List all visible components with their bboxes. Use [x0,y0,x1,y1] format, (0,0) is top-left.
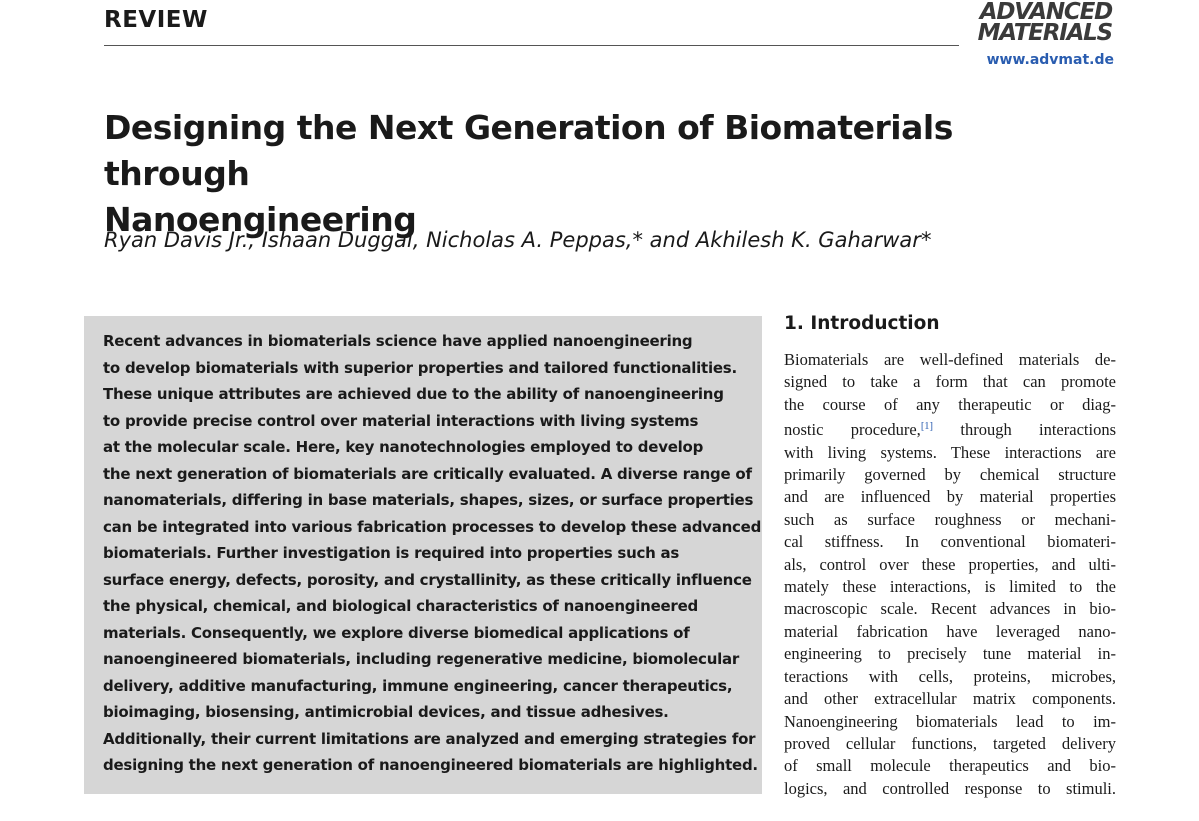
article-title [104,105,1104,243]
intro-line: proved cellular functions, targeted delivery [784,733,1116,753]
section-label: REVIEW [104,7,208,33]
section-heading-introduction: 1. Introduction [784,313,940,334]
intro-line: with living systems. These interactions are [784,442,1116,462]
logo-line-materials: MATERIALS [977,20,1112,46]
abstract-line: to provide precise control over material interactions with living systems [103,411,699,430]
citation-link[interactable]: [1] [920,421,934,433]
logo-line-advanced: ADVANCED [979,0,1112,25]
abstract-line: Additionally, their current limitations are analyzed and emerging strategies for [103,729,756,748]
header-rule [104,45,959,46]
intro-text-before-citation: nostic procedure, [784,420,921,440]
abstract-box [84,316,762,794]
intro-text-after-citation: through interactions [933,420,1116,440]
abstract-line: nanomaterials, differing in base materials, shapes, sizes, or surface properties [103,491,754,509]
intro-line: macroscopic scale. Recent advances in bio- [784,599,1116,619]
abstract-line: the physical, chemical, and biological characteristics of nanoengineered [103,597,698,615]
intro-line: and other extracellular matrix components. [784,689,1116,709]
intro-line [784,416,1116,441]
title-line-2: Nanoengineering [104,200,417,239]
intro-line: engineering to precisely tune material in- [784,644,1116,664]
abstract-line: Recent advances in biomaterials science have applied nanoengineering [103,332,693,350]
title-line-1: Designing the Next Generation of Biomaterials through [104,108,953,193]
intro-line: of small molecule therapeutics and bio- [784,756,1116,776]
abstract-line: at the molecular scale. Here, key nanotechnologies employed to develop [103,438,704,456]
abstract-line: biomaterials. Further investigation is required into properties such as [103,544,680,562]
introduction-body [784,349,1116,800]
intro-line: the course of any therapeutic or diag- [784,394,1116,414]
abstract-line: delivery, additive manufacturing, immune engineering, cancer therapeutics, [103,676,733,695]
journal-url-link[interactable]: www.advmat.de [986,52,1114,68]
intro-line: signed to take a form that can promote [784,372,1116,392]
intro-line: Biomaterials are well-defined materials de- [784,350,1116,369]
abstract-line: bioimaging, biosensing, antimicrobial devices, and tissue adhesives. [103,703,669,721]
abstract-line: the next generation of biomaterials are critically evaluated. A diverse range of [103,464,752,483]
abstract-line: designing the next generation of nanoengineered biomaterials are highlighted. [103,756,758,774]
abstract-line: nanoengineered biomaterials, including regenerative medicine, biomolecular [103,650,740,668]
intro-line: such as surface roughness or mechani- [784,509,1116,529]
intro-line: Nanoengineering biomaterials lead to im- [784,711,1116,731]
journal-logo[interactable] [978,2,1112,44]
intro-line: logics, and controlled response to stimuli. [784,778,1116,798]
author-list: Ryan Davis Jr., Ishaan Duggal, Nicholas A. Peppas,* and Akhilesh K. Gaharwar* [104,228,932,252]
intro-line: material fabrication have leveraged nano- [784,621,1116,641]
intro-line: teractions with cells, proteins, microbes, [784,666,1116,686]
intro-line: mately these interactions, is limited to the [784,577,1116,597]
abstract-line: These unique attributes are achieved due to the ability of nanoengineering [103,385,724,403]
abstract-line: to develop biomaterials with superior properties and tailored functionalities. [103,358,737,377]
abstract-line: can be integrated into various fabrication processes to develop these advanced [103,517,762,536]
intro-line: primarily governed by chemical structure [784,465,1116,485]
abstract-line: materials. Consequently, we explore diverse biomedical applications of [103,623,690,642]
intro-line: cal stiffness. In conventional biomateri- [784,532,1116,552]
intro-line: and are influenced by material properties [784,487,1116,507]
abstract-line: surface energy, defects, porosity, and crystallinity, as these critically influence [103,570,752,589]
intro-line: als, control over these properties, and ulti- [784,554,1116,574]
